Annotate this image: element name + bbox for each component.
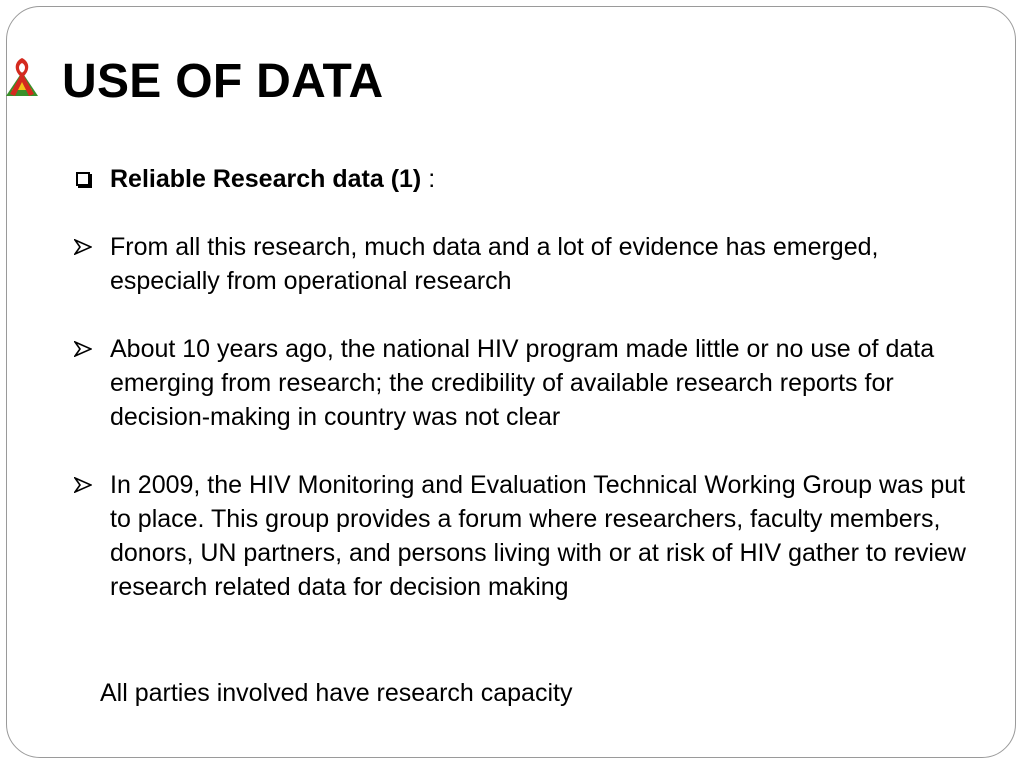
list-item <box>72 332 972 434</box>
arrow-bullet-icon <box>72 230 110 264</box>
page-title: USE OF DATA <box>62 55 384 108</box>
section-heading-label: Reliable Research data (1) <box>110 165 422 193</box>
section-heading <box>72 162 972 196</box>
checkbox-square-icon <box>72 162 110 196</box>
section-heading-suffix: : <box>421 165 436 193</box>
arrow-bullet-icon <box>72 332 110 366</box>
list-item <box>72 468 972 604</box>
slide-content <box>72 162 972 604</box>
red-ribbon-emblem-icon <box>4 52 40 102</box>
arrow-bullet-icon <box>72 468 110 502</box>
list-item-text: In 2009, the HIV Monitoring and Evaluation Technical Working Group was put to place. This group provides a forum where researchers, faculty members, donors, UN partners, and persons living with or at risk of HIV gather to review research related data for decision making <box>110 471 966 601</box>
closing-statement: All parties involved have research capacity <box>100 679 573 707</box>
list-item-text: About 10 years ago, the national HIV program made little or no use of data emerging from research; the credibility of available research reports for decision-making in country was not clear <box>110 335 935 431</box>
list-item-text: From all this research, much data and a lot of evidence has emerged, especially from operational research <box>110 233 879 295</box>
list-item <box>72 230 972 298</box>
